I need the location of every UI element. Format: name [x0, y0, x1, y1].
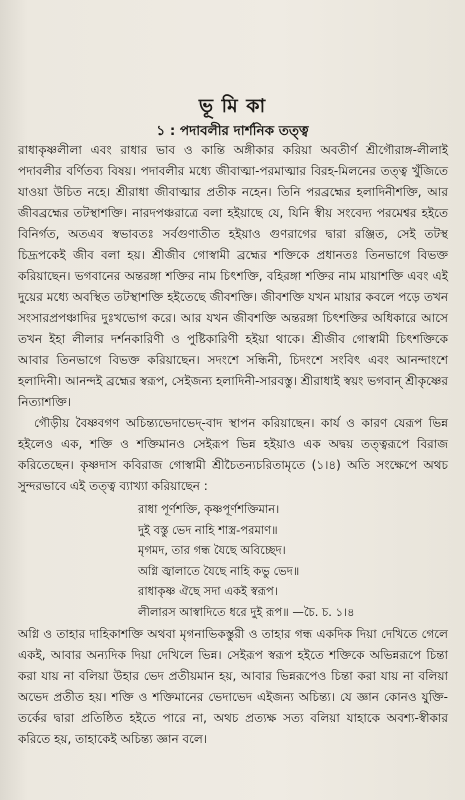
- verse-line: রাধাকৃষ্ণ ঐছে সদা একই স্বরূপ।: [138, 584, 278, 598]
- verse-line: দুই বস্তু ভেদ নাহি শাস্ত্র-পরমাণ॥: [138, 522, 278, 537]
- verse-line: মৃগমদ, তার গন্ধ যৈছে অবিচ্ছেদ।: [138, 543, 286, 557]
- verse-line-with-reference: লীলারস আস্বাদিতে ধরে দুই রূপ॥ —চৈ. চ. ১।৪: [138, 604, 355, 619]
- paragraph-3: অগ্নি ও তাহার দাহিকাশক্তি অথবা মৃগনাভিকস্তুরী ও তাহার গন্ধ একদিক দিয়া দেখিতে গেলে একই, আবার অন্যদিক দিয়া দেখিলে ভিন্ন। সেইরূপ স্বরূপ হইতে শক্তিকে অভিন্নরূপে চিন্তা করা যায় না বলিয়া উহার ভেদ প্রতীয়মান হয়, আবার ভিন্নরূপেও চিন্তা করা যায় না বলিয়া অভেদ প্রতীত হয়। শক্তি ও শক্তিমানের ভেদাভেদ এইজন্য অচিন্ত্য। যে জ্ঞান কোনও যুক্তি-তর্কের দ্বারা প্রতিষ্ঠিত হইতে পারে না, অথচ প্রত্যক্ষ সত্য বলিয়া যাহাকে অবশ্য-স্বীকার করিতে হয়, তাহাকেই অচিন্ত্য জ্ঞান বলে।: [18, 627, 448, 746]
- verse-block: [138, 499, 448, 622]
- section-subheading: ১ : পদাবলীর দার্শনিক তত্ত্ব: [156, 123, 309, 139]
- paragraph-1: রাধাকৃষ্ণলীলা এবং রাধার ভাব ও কান্তি অঙ্গীকার করিয়া অবতীর্ণ শ্রীগৌরাঙ্গ-লীলাই পদাবলীর বর্ণিতব্য বিষয়। পদাবলীর মধ্যে জীবাত্মা-পরমাত্মার বিরহ-মিলনের তত্ত্ব খুঁজিতে যাওয়া উচিত নহে। শ্রীরাধা জীবাত্মার প্রতীক নহেন। তিনি পরব্রহ্মের হলাদিনীশক্তি, আর জীবব্রহ্মের তটস্থাশক্তি। নারদপঞ্চরাত্রে বলা হইয়াছে যে, যিনি স্বীয় সংবেদ্য পরমেশ্বর হইতে বিনির্গত, অতএব স্বভাবতঃ সর্বগুণাতীত হইয়াও গুণরাগের দ্বারা রঞ্জিত, সেই তটস্থ চিদ্রূপকেই জীব বলা হয়। শ্রীজীব গোস্বামী ব্রহ্মের শক্তিকে প্রধানতঃ তিনভাগে বিভক্ত করিয়াছেন। ভগবানের অন্তরঙ্গা শক্তির নাম চিৎশক্তি, বহিরঙ্গা শক্তির নাম মায়াশক্তি এবং এই দুয়ের মধ্যে অবস্থিত তটস্থাশক্তি হইতেছে জীবশক্তি। জীবশক্তি যখন মায়ার কবলে পড়ে তখন সংসারপ্রপঞ্চাদির দুঃখভোগ করে। আর যখন জীবশক্তি অন্তরঙ্গা চিৎশক্তির অধিকারে আসে তখন ইহা লীলার দর্শনকারিণী ও পুষ্টিকারিণী হইয়া থাকে। শ্রীজীব গোস্বামী চিৎশক্তিকে আবার তিনভাগে বিভক্ত করিয়াছেন। সদংশে সন্ধিনী, চিদংশে সংবিৎ এবং আনন্দাংশে হলাদিনী। আনন্দই ব্রহ্মের স্বরূপ, সেইজন্য হলাদিনী-সারবস্তু। শ্রীরাধাই স্বয়ং ভগবান্ শ্রীকৃষ্ণের নিত্যাশক্তি।: [18, 143, 448, 409]
- paragraph-2: গৌড়ীয় বৈষ্ণবগণ অচিন্ত্যভেদাভেদ্-বাদ স্থাপন করিয়াছেন। কার্য ও কারণ যেরূপ ভিন্ন হইলেও এক, শক্তি ও শক্তিমানও সেইরূপ ভিন্ন হইয়াও এক অদ্বয় তত্ত্বরূপে বিরাজ করিতেছেন। কৃষ্ণদাস কবিরাজ গোস্বামী শ্রীচৈতন্যচরিতামৃতে (১।৪) অতি সংক্ষেপে অথচ সুন্দরভাবে এই তত্ত্ব ব্যাখ্যা করিয়াছেন :: [18, 416, 448, 493]
- chapter-heading: ভূ মি কা: [198, 95, 267, 117]
- verse-line: রাধা পূর্ণশক্তি, কৃষ্ণপূর্ণশক্তিমান।: [138, 502, 280, 516]
- page-body: [18, 140, 448, 750]
- verse-line: অগ্নি জ্বালাতে যৈছে নাহি কভু ভেদ॥: [138, 563, 300, 578]
